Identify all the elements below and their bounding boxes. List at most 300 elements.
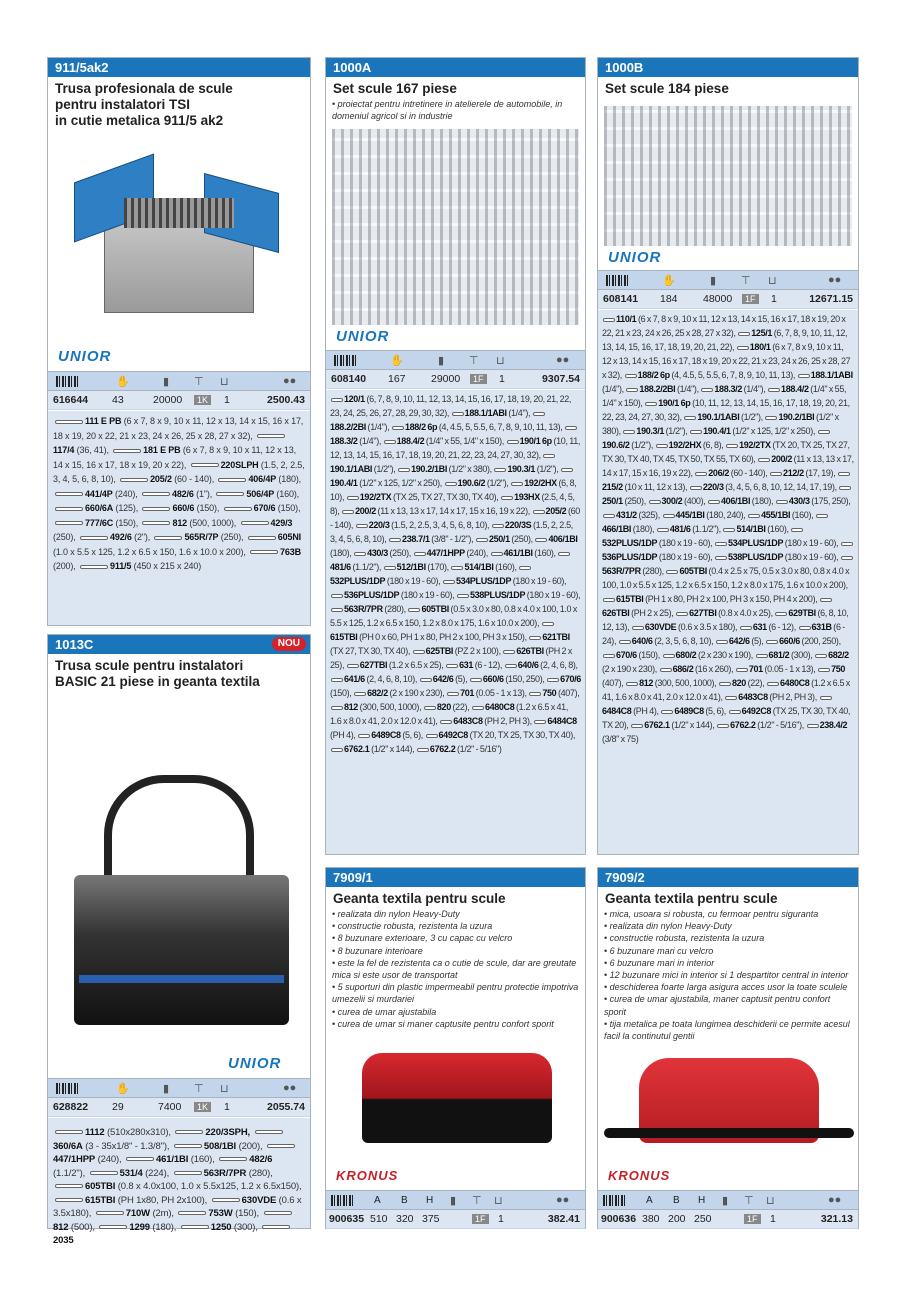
item-spec: (200), <box>238 1140 263 1152</box>
item-spec: (150), <box>196 503 220 513</box>
item-spec: (224), <box>145 1167 170 1179</box>
tool-icon <box>142 492 170 496</box>
item-code: 812 <box>344 702 358 712</box>
bag-image <box>604 1048 852 1158</box>
content-item <box>412 646 503 656</box>
tool-icon <box>725 696 737 700</box>
item-spec: (1.5, 2, 2.5, 3, 4, 5, 6, 8, 10), <box>330 520 573 544</box>
item-spec: (160), <box>534 548 556 558</box>
pieces-hand-icon: ✋ <box>390 354 404 367</box>
item-code: 190.6/2 <box>457 478 486 488</box>
dim-b: 320 <box>396 1213 414 1225</box>
item-spec: (1/4" x 55, 1/4" x 150), <box>602 384 847 408</box>
tool-icon <box>519 566 531 570</box>
item-code: 192/2HX <box>524 478 557 488</box>
content-item <box>675 608 774 618</box>
tool-icon <box>142 521 170 525</box>
quantity: 1 <box>224 1101 230 1113</box>
content-item <box>216 474 301 484</box>
product-911-5ak2 <box>47 57 311 626</box>
item-spec: (6 x 7, 8 x 9, 10 x 11, 12 x 13, 14 x 15, 16 x 17, 18 x 19, 20 x 22, 21 x 23, 24 x 26, 25 x 28, 27 x 32), <box>602 314 846 338</box>
item-code: 565R/7P <box>184 532 219 542</box>
feature-item: • curea de umar ajustabila <box>332 1006 437 1017</box>
spec-values <box>598 290 858 309</box>
tool-board-image <box>604 106 852 246</box>
spec-values <box>326 370 585 389</box>
code-text: 1013C <box>55 637 94 652</box>
tool-icon <box>631 724 643 728</box>
item-spec: (240), <box>114 488 138 499</box>
item-spec: (300), <box>233 1221 258 1233</box>
content-item <box>214 489 299 499</box>
item-spec: (2"), <box>134 532 151 542</box>
content-item <box>622 426 689 436</box>
tool-icon <box>663 654 675 658</box>
content-item <box>383 562 451 572</box>
tool-icon <box>218 478 246 482</box>
tool-icon <box>356 524 368 528</box>
item-code: 538PLUS/1DP <box>469 590 526 600</box>
feature-list <box>598 907 858 1042</box>
item-spec: (PH 4), <box>633 706 659 716</box>
contents-list <box>598 310 858 854</box>
content-item <box>694 468 769 478</box>
item-spec: (PH 0 x 60, PH 1 x 80, PH 2 x 100, PH 3 x 150), <box>359 632 527 642</box>
pack-badge: 1F <box>742 294 759 304</box>
content-item <box>775 496 851 506</box>
item-code: 6762.1 <box>644 720 670 730</box>
product-7909-2 <box>597 867 859 1229</box>
tool-icon <box>451 566 463 570</box>
tool-icon <box>663 514 675 518</box>
product-title: Geanta textila pentru scule <box>333 891 506 906</box>
tool-icon <box>96 1211 124 1215</box>
content-item <box>330 674 419 684</box>
item-spec: (1/2" - 5/16") <box>457 744 502 754</box>
item-code: 188/2 6p <box>637 370 670 380</box>
item-code: 220SLPH <box>220 459 259 470</box>
tool-icon <box>219 1157 247 1161</box>
item-spec: (36, 41), <box>76 445 109 455</box>
tool-icon <box>603 654 615 658</box>
item-spec: (300, 500, 1000), <box>654 678 717 688</box>
item-code: 660/6 <box>779 636 800 646</box>
product-title: Geanta textila pentru scule <box>605 891 778 906</box>
item-spec: (1.5, 2, 2.5, 3, 4, 5, 6, 8, 10), <box>391 520 490 530</box>
item-code: 481/6 <box>669 524 691 534</box>
tool-icon <box>426 734 438 738</box>
content-item <box>660 706 727 716</box>
item-code: 192/2HX <box>668 440 702 450</box>
tool-icon <box>533 510 545 514</box>
content-item <box>493 464 560 474</box>
content-item <box>689 426 817 436</box>
item-spec: (180 x 19 - 60), <box>658 538 713 548</box>
spec-header <box>326 350 585 370</box>
item-code: 188.2/2BI <box>330 422 366 432</box>
tool-icon <box>558 552 570 556</box>
tool-icon <box>758 458 770 462</box>
item-spec: (2.5, 4, 5, 8), <box>330 492 575 516</box>
item-spec: (PH 1 x 80, PH 2 x 100, PH 3 x 150, PH 4 x 200), <box>645 594 818 604</box>
item-code: 506/4P <box>246 488 275 499</box>
item-code: 193HX <box>514 492 540 502</box>
content-item <box>383 436 506 446</box>
tool-icon <box>740 626 752 630</box>
item-code: 629TBI <box>788 608 816 618</box>
tool-icon <box>476 538 488 542</box>
item-code: 205/2 <box>150 474 172 484</box>
item-spec: (150), <box>235 1208 260 1219</box>
spec-values <box>48 391 310 410</box>
tool-icon <box>494 468 506 472</box>
tool-icon <box>342 510 354 514</box>
item-spec: (1/4"), <box>743 384 766 394</box>
dim-h: 250 <box>694 1213 712 1225</box>
product-1000a <box>325 57 586 855</box>
item-spec: (2, 3, 5, 6, 8, 10), <box>654 636 714 646</box>
item-code: 447/1HPP <box>426 548 465 558</box>
item-code: 190.6/2 <box>602 440 630 450</box>
item-spec: (2, 4, 6, 8), <box>540 660 578 670</box>
item-code: 180/1 <box>749 342 771 352</box>
item-code: 701 <box>460 688 475 698</box>
item-code: 250/1 <box>488 534 510 544</box>
spec-values <box>598 1210 858 1229</box>
item-code: 482/6 <box>171 488 194 499</box>
tool-icon <box>216 492 244 496</box>
title-line: BASIC 21 piese in geanta textila <box>55 674 260 689</box>
item-code: 605TBI <box>421 604 449 614</box>
coins-icon: ●● <box>283 1082 297 1094</box>
item-spec: (11 x 13, 13 x 17, 14 x 17, 15 x 16, 19 x 22), <box>377 506 530 516</box>
item-spec: (5), <box>751 636 764 646</box>
tool-icon <box>178 1211 206 1215</box>
tool-icon <box>799 626 811 630</box>
item-code: 626TBI <box>516 646 544 656</box>
dim-b-label: B <box>673 1194 680 1206</box>
tool-icon <box>632 626 644 630</box>
content-item <box>353 548 413 558</box>
item-code: 181 E PB <box>143 445 181 455</box>
tool-icon <box>738 332 750 336</box>
tool-icon <box>529 692 541 696</box>
item-code: 6484C8 <box>547 716 577 726</box>
item-code: 750 <box>542 688 557 698</box>
item-code: 466/1BI <box>602 524 632 534</box>
item-spec: (160), <box>495 562 517 572</box>
content-item <box>391 422 564 432</box>
spec-table <box>48 1078 310 1117</box>
content-item <box>78 532 152 542</box>
item-code: 192/2TX <box>739 440 771 450</box>
tool-icon <box>443 580 455 584</box>
item-code: 631B <box>811 622 832 632</box>
pack-icon: ⊔ <box>220 1082 229 1095</box>
item-spec: (1/4"), <box>676 384 699 394</box>
item-spec: (1.1/2"), <box>53 1167 86 1179</box>
product-1000b <box>597 57 859 855</box>
content-item <box>765 636 841 646</box>
item-code: 190.2/1BI <box>778 412 815 422</box>
item-spec: (5, 6), <box>402 730 423 740</box>
item-code: 820 <box>731 678 746 688</box>
item-code: 512/1BI <box>396 562 426 572</box>
content-item <box>416 744 502 754</box>
pack-icon: ⊔ <box>494 1194 503 1207</box>
tool-icon <box>181 1225 209 1229</box>
item-spec: (1.2 x 6.5 x 25), <box>388 660 444 670</box>
tool-icon <box>818 668 830 672</box>
content-item <box>425 730 576 740</box>
item-code: 481/6 <box>330 562 351 572</box>
tool-icon <box>815 654 827 658</box>
item-spec: (1"), <box>196 488 213 499</box>
item-code: 188.3/2 <box>714 384 742 394</box>
item-spec: (1/2"), <box>536 464 559 474</box>
tool-icon <box>818 430 830 434</box>
item-code: 188.1/1ABI <box>464 408 507 418</box>
tool-icon <box>666 570 678 574</box>
tool-icon <box>816 514 828 518</box>
item-spec: (1.0 x 5.5 x 125, 1.2 x 6.5 x 150, 1.6 x 10.0 x 200), <box>53 546 246 557</box>
article-number: 628822 <box>53 1101 89 1113</box>
item-spec: (1/2"), <box>486 478 509 488</box>
content-item <box>683 412 764 422</box>
item-code: 220/3 <box>702 482 724 492</box>
pack-icon: ⊔ <box>768 274 777 287</box>
tool-icon <box>389 538 401 542</box>
tool-icon <box>543 454 555 458</box>
item-spec: (3/8" - 1/2"), <box>431 534 474 544</box>
content-item <box>446 688 528 698</box>
item-code: 670/6 <box>616 650 637 660</box>
item-spec: (240), <box>97 1154 122 1165</box>
item-spec: (2 x 230 x 190), <box>697 650 753 660</box>
item-code: 605TBI <box>85 1181 116 1192</box>
coins-icon: ●● <box>828 274 842 286</box>
item-code: 188.2/2BI <box>639 384 676 394</box>
tool-icon <box>55 492 83 496</box>
item-code: 238.7/1 <box>402 534 430 544</box>
item-code: 2035 <box>53 1235 74 1246</box>
content-item <box>722 524 790 534</box>
item-code: 812 <box>639 678 654 688</box>
tool-icon <box>511 482 523 486</box>
item-code: 125/1 <box>751 328 773 338</box>
item-code: 441/4P <box>85 488 113 499</box>
item-code: 680/2 <box>675 650 697 660</box>
bag-image <box>332 1043 579 1158</box>
item-code: 820 <box>436 702 451 712</box>
content-item <box>625 384 700 394</box>
item-code: 625TBI <box>425 646 454 656</box>
item-code: 190/1 6p <box>658 398 691 408</box>
dim-b-label: B <box>401 1194 408 1206</box>
item-spec: (1.1/2"), <box>692 524 721 534</box>
tool-icon <box>660 668 672 672</box>
spec-table <box>326 1190 585 1229</box>
tool-icon <box>766 640 778 644</box>
item-spec: (1.2 x 6.5 x 41, 1.6 x 8.0 x 41, 2.0 x 12.0 x 41), <box>330 702 568 726</box>
content-item <box>53 503 140 513</box>
item-code: 188.4/2 <box>396 436 425 446</box>
item-spec: (500), <box>70 1221 95 1233</box>
item-spec: (240), <box>466 548 488 558</box>
content-item <box>659 664 735 674</box>
item-spec: (6, 8, 10, 12, 13), <box>602 608 849 632</box>
item-spec: (510x280x310), <box>107 1127 171 1138</box>
tool-icon <box>331 706 343 710</box>
tool-icon <box>212 1198 240 1202</box>
tool-icon <box>120 478 148 482</box>
content-item <box>450 562 518 572</box>
item-spec: (150), <box>277 503 301 513</box>
quantity: 1 <box>771 293 777 305</box>
spec-header <box>48 371 310 391</box>
item-code: 701 <box>748 664 763 674</box>
item-code: 445/1BI <box>675 510 705 520</box>
tool-icon <box>626 388 638 392</box>
content-item <box>357 730 424 740</box>
tool-icon <box>726 444 738 448</box>
item-spec: (280), <box>384 604 406 614</box>
content-item <box>700 384 767 394</box>
content-item <box>53 1195 210 1206</box>
item-code: 188.1/1ABI <box>810 370 853 380</box>
item-code: 514/1BI <box>736 524 766 534</box>
tool-icon <box>775 612 787 616</box>
item-code: 763B <box>280 546 301 557</box>
tool-icon <box>565 426 577 430</box>
item-code: 812 <box>53 1221 69 1233</box>
article-number: 608141 <box>603 293 639 305</box>
content-item <box>528 688 579 698</box>
feature-item: • realizata din nylon Heavy-Duty <box>332 909 460 919</box>
item-code: 642/6 <box>432 674 454 684</box>
content-item <box>397 464 493 474</box>
item-code: 238.4/2 <box>819 720 848 730</box>
pieces-hand-icon: ✋ <box>116 1082 130 1095</box>
tool-icon <box>839 486 851 490</box>
feature-list <box>326 907 585 1030</box>
price: 9307.54 <box>542 373 580 385</box>
product-code <box>48 635 310 654</box>
spec-header <box>326 1190 585 1210</box>
item-code: 686/2 <box>672 664 694 674</box>
content-item <box>355 520 491 530</box>
tool-icon <box>717 724 729 728</box>
item-code: 220/3S <box>504 520 532 530</box>
tool-icon <box>413 650 425 654</box>
feature-item: • 6 buzunare mari cu velcro <box>604 945 714 956</box>
item-spec: (22), <box>747 678 765 688</box>
item-code: 627TBI <box>689 608 717 618</box>
item-spec: (200), <box>53 561 76 571</box>
content-item <box>53 1127 173 1138</box>
dim-a-label: A <box>646 1194 653 1206</box>
weight-icon: ▮ <box>710 274 717 287</box>
tool-icon <box>384 566 396 570</box>
item-spec: (4, 4.5, 5, 5.5, 6, 7, 8, 9, 10, 11, 13), <box>438 422 563 432</box>
box-icon: ⊤ <box>469 354 479 367</box>
item-spec: (PH 2, PH 3), <box>769 692 817 702</box>
contents-list <box>48 411 310 625</box>
tool-icon <box>820 696 832 700</box>
item-spec: (250), <box>220 532 244 542</box>
item-code: 212/2 <box>783 468 804 478</box>
tool-icon <box>690 486 702 490</box>
item-code: 536PLUS/1DP <box>602 552 658 562</box>
tool-icon <box>656 444 668 448</box>
content-item <box>716 720 805 730</box>
product-title <box>48 77 310 129</box>
tool-icon <box>398 468 410 472</box>
tool-icon <box>533 412 545 416</box>
tool-icon <box>716 640 728 644</box>
item-code: 200/2 <box>771 454 792 464</box>
barcode-icon <box>331 1195 353 1206</box>
toolbox-image <box>54 143 304 338</box>
item-spec: (180 x 19 - 60), <box>658 552 713 562</box>
barcode-icon <box>56 376 78 387</box>
tool-icon <box>99 1225 127 1229</box>
item-code: 563R/7PR <box>344 604 383 614</box>
item-spec: (325), <box>638 510 660 520</box>
content-item <box>439 716 533 726</box>
tool-icon <box>257 434 285 438</box>
item-spec: (TX 25, TX 27, TX 30, TX 40), <box>393 492 499 502</box>
tool-icon <box>255 1130 283 1134</box>
tool-icon <box>715 556 727 560</box>
article-number: 900635 <box>329 1213 365 1225</box>
item-code: 641/6 <box>344 674 365 684</box>
item-code: 536PLUS/1DP <box>344 590 400 600</box>
item-code: 455/1BI <box>761 510 791 520</box>
tool-icon <box>447 692 459 696</box>
item-spec: (150), <box>330 688 352 698</box>
tool-icon <box>126 1157 154 1161</box>
item-spec: (0.5 x 3.0 x 80, 0.8 x 4.0 x 100, 1.0 x 5.5 x 125, 1.2 x 6.5 x 150, 1.2 x 8.0 x 175, 1.6 x 10.0 x 200), <box>330 604 577 628</box>
item-code: 605TBI <box>679 566 707 576</box>
item-code: 615TBI <box>85 1194 116 1206</box>
tool-icon <box>820 598 832 602</box>
item-code: 6483C8 <box>738 692 768 702</box>
weight-icon: ▮ <box>438 354 445 367</box>
box-icon: ⊤ <box>744 1194 754 1207</box>
tool-icon <box>798 374 810 378</box>
content-item <box>152 532 245 542</box>
item-code: 110/1 <box>616 314 637 324</box>
item-code: 660/6A <box>85 503 114 513</box>
tool-icon <box>347 496 359 500</box>
tool-icon <box>729 710 741 714</box>
product-code: 1000B <box>598 58 858 77</box>
item-code: 534PLUS/1DP <box>727 538 784 548</box>
item-spec: (6, 7, 8, 9, 10, 11, 12, 13, 14, 15, 16, 17, 18, 19, 20, 21, 22, 23, 24, 25, 26, 27, 28, 29, 30, 32), <box>330 394 572 418</box>
tool-icon <box>723 528 735 532</box>
spec-header <box>48 1078 310 1098</box>
item-spec: (60 - 140), <box>330 506 580 530</box>
tool-icon <box>715 542 727 546</box>
item-spec: (180, 240), <box>706 510 746 520</box>
item-code: 120/1 <box>344 394 365 404</box>
item-spec: (PH 2, PH 3), <box>484 716 532 726</box>
content-item <box>618 636 715 646</box>
item-spec: (150, 250), <box>505 674 545 684</box>
pack-badge: 1F <box>744 1214 761 1224</box>
quantity: 1 <box>224 394 230 406</box>
